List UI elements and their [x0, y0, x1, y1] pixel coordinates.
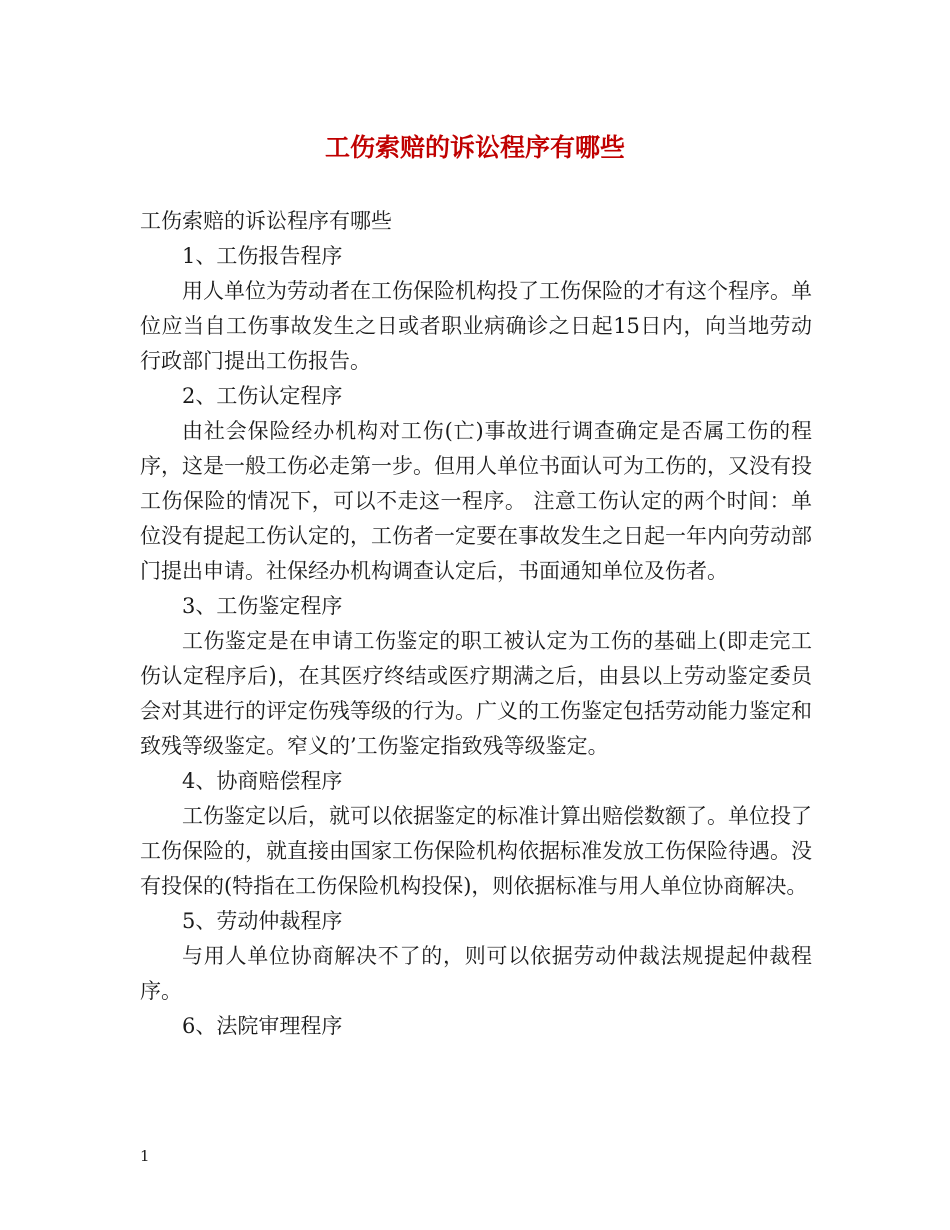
page-title: 工伤索赔的诉讼程序有哪些 [324, 133, 625, 162]
page-number: 1 [140, 1147, 150, 1165]
section-heading-negotiation: 4、协商赔偿程序 [182, 769, 343, 793]
section-heading-arbitration: 5、劳动仲裁程序 [182, 909, 343, 933]
paragraph-recognition: 由社会保险经办机构对工伤(亡)事故进行调查确定是否属工伤的程序，这是一般工伤必走第一步。但用人单位书面认可为工伤的，又没有投工伤保险的情况下，可以不走这一程序。 注意工伤认定的两个时间：单位没有提起工伤认定的，工伤者一定要在事故发生之日起一年内向劳动部门提出申请。社保经办机构调查认定后，书面通知单位及伤者。 [140, 419, 812, 583]
paragraph-negotiation: 工伤鉴定以后，就可以依据鉴定的标准计算出赔偿数额了。单位投了工伤保险的，就直接由国家工伤保险机构依据标准发放工伤保险待遇。没有投保的(特指在工伤保险机构投保)，则依据标准与用人单位协商解决。 [140, 804, 812, 898]
paragraph-report: 用人单位为劳动者在工伤保险机构投了工伤保险的才有这个程序。单位应当自工伤事故发生之日或者职业病确诊之日起15日内，向当地劳动行政部门提出工伤报告。 [140, 279, 812, 373]
section-heading-court: 6、法院审理程序 [182, 1014, 343, 1038]
section-heading-appraisal: 3、工伤鉴定程序 [182, 594, 343, 618]
section-heading-report: 1、工伤报告程序 [182, 244, 343, 268]
paragraph-arbitration: 与用人单位协商解决不了的，则可以依据劳动仲裁法规提起仲裁程序。 [140, 944, 812, 1003]
section-heading-recognition: 2、工伤认定程序 [182, 384, 343, 408]
paragraph-heading: 工伤索赔的诉讼程序有哪些 [140, 209, 392, 233]
paragraph-appraisal: 工伤鉴定是在申请工伤鉴定的职工被认定为工伤的基础上(即走完工伤认定程序后)，在其医疗终结或医疗期满之后，由县以上劳动鉴定委员会对其进行的评定伤残等级的行为。广义的工伤鉴定包括劳动能力鉴定和致残等级鉴定。窄义的’工伤鉴定指致残等级鉴定。 [140, 629, 812, 758]
document-body [140, 204, 812, 1044]
